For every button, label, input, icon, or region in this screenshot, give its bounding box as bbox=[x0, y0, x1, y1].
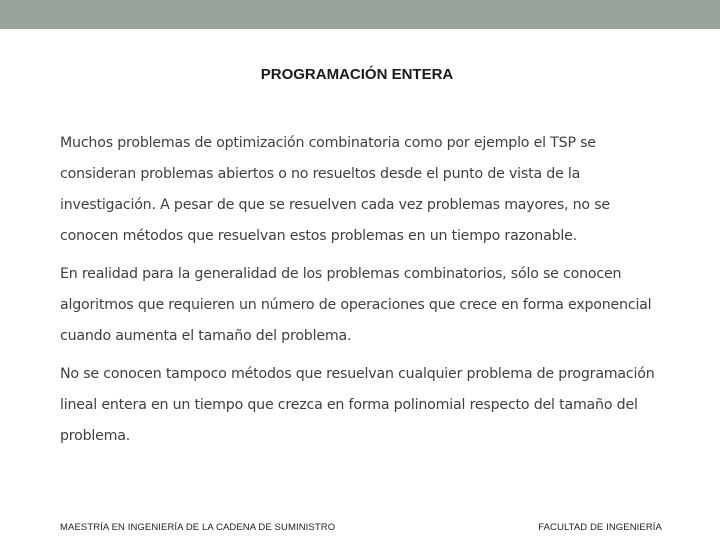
top-band bbox=[0, 0, 720, 29]
paragraph-1: Muchos problemas de optimización combinatoria como por ejemplo el TSP se consideran problemas abiertos o no resueltos desde el punto de vista de la investigación. A pesar de que se resuelven cada vez problemas mayores, no se conocen métodos que resuelvan estos problemas en un tiempo razonable. bbox=[60, 135, 610, 244]
slide-title: PROGRAMACIÓN ENTERA bbox=[260, 66, 454, 83]
slide-body bbox=[60, 128, 670, 459]
paragraph-2: En realidad para la generalidad de los problemas combinatorios, sólo se conocen algoritmos que requieren un número de operaciones que crece en forma exponencial cuando aumenta el tamaño del problema. bbox=[60, 266, 652, 344]
footer-faculty: FACULTAD DE INGENIERÍA bbox=[538, 522, 662, 533]
paragraph-3: No se conocen tampoco métodos que resuelvan cualquier problema de programación lineal entera en un tiempo que crezca en forma polinomial respecto del tamaño del problema. bbox=[60, 366, 655, 444]
footer-program: MAESTRÍA EN INGENIERÍA DE LA CADENA DE SUMINISTRO bbox=[60, 522, 336, 533]
